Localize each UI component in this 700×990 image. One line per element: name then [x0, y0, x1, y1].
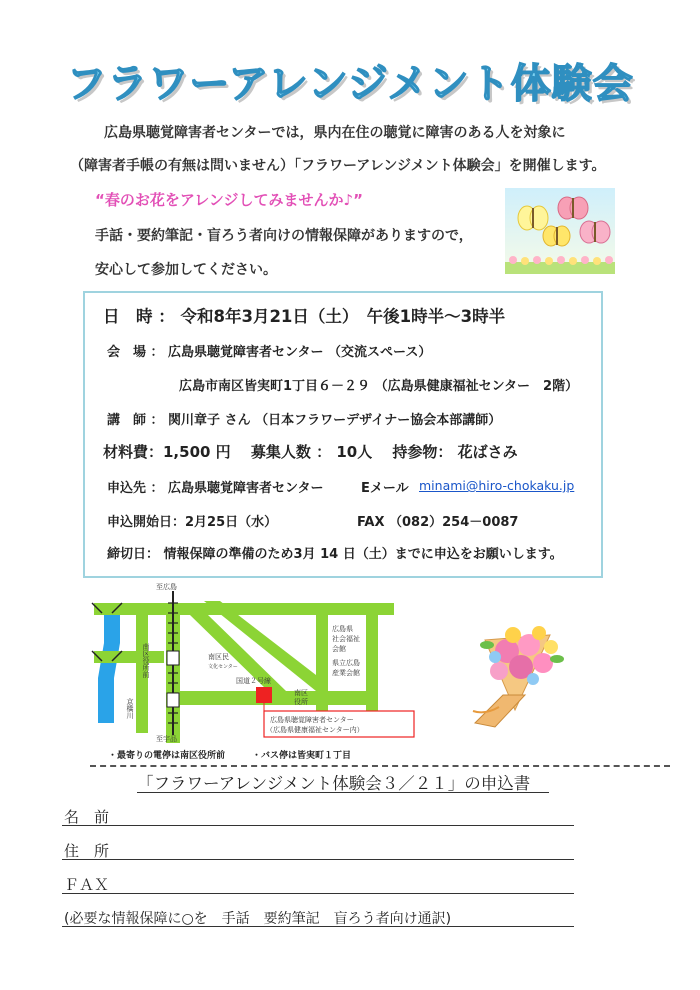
label-welfare-hall-1: 広島県: [332, 625, 353, 633]
intro-line-3: 手話・要約筆記・盲ろう者向けの情報保障がありますので，: [95, 228, 473, 244]
fax-number: FAX （082）254－0087: [357, 515, 519, 530]
form-title: 「フラワーアレンジメント体験会３／２１」の申込書: [137, 774, 531, 793]
form-support-line[interactable]: [62, 926, 574, 927]
butterfly-icon: [543, 226, 570, 246]
intro-line-4: 安心して参加してください。: [95, 262, 277, 278]
butterfly-icon: [518, 206, 548, 230]
deadline: 締切日： 情報保障の準備のため3月 14 日（土）までに申込をお願いします。: [107, 547, 563, 562]
tram-stop-icon: [167, 651, 179, 665]
callout-line-2: （広島県健康福祉センター内）: [266, 726, 364, 734]
intro-line-2: （障害者手帳の有無は問いません）「フラワーアレンジメント体験会」を開催します。: [70, 158, 606, 174]
page-title: フラワーアレンジメント体験会: [66, 61, 634, 107]
event-details-box: [83, 291, 603, 578]
label-industry-hall-1: 県立広島: [332, 659, 360, 667]
email-link[interactable]: minami@hiro-chokaku.jp: [419, 478, 575, 493]
label-route2: 国道２号線: [236, 677, 271, 685]
road-right-vertical: [316, 615, 328, 715]
road-route2: [180, 691, 370, 705]
form-fax-label: ＦＡＸ: [64, 876, 110, 894]
bouquet-illustration: [455, 615, 580, 735]
event-datetime: 日 時 ： 令和8年3月21日（土） 午後1時半～3時半: [103, 307, 506, 326]
label-civic-center-sub: 文化センター: [208, 664, 238, 670]
road-left-mid: [94, 651, 164, 663]
apply-to: 申込先 ： 広島県聴覚障害者センター: [107, 481, 324, 496]
label-industry-hall-2: 産業会館: [332, 669, 360, 677]
form-name-label: 名 前: [64, 808, 110, 826]
event-venue: 会 場 ： 広島県聴覚障害者センター （交流スペース）: [107, 345, 432, 360]
center-marker-icon: [256, 687, 272, 703]
event-fees-capacity: 材料費：1,500 円 募集人数 ： 10人 持参物： 花ばさみ: [103, 443, 518, 461]
apply-start: 申込開始日：2月25日（水）: [107, 515, 278, 530]
form-title-underline: [137, 792, 549, 793]
label-kyobashi-river: 京橋川: [126, 698, 134, 719]
label-welfare-hall-3: 会館: [332, 645, 346, 653]
cut-line: [90, 765, 670, 767]
label-ward-office-1: 南区: [294, 689, 308, 697]
form-name-line[interactable]: [62, 825, 574, 826]
label-welfare-hall-2: 社会福祉: [332, 635, 360, 643]
event-address: 広島市南区皆実町1丁目６－２９ （広島県健康福祉センター 2階）: [179, 379, 579, 394]
form-fax-line[interactable]: [62, 893, 574, 894]
catch-phrase: “春のお花をアレンジしてみませんか♪”: [95, 191, 363, 209]
label-ward-office-2: 役所: [294, 698, 308, 706]
butterfly-icon: [558, 197, 588, 219]
label-to-hiroshima: 至広島: [156, 583, 177, 591]
email-label: Eメール: [361, 481, 409, 496]
form-address-line[interactable]: [62, 859, 574, 860]
form-support-label: (必要な情報保障に○を 手話 要約筆記 盲ろう者向け通訳): [64, 911, 452, 927]
label-minami-ward-office-mae: 南区役所前: [142, 643, 150, 678]
tram-stop-icon: [167, 693, 179, 707]
note-bus-stop: ・バス停は皆実町１丁目: [252, 751, 352, 761]
note-tram-stop: ・最寄りの電停は南区役所前: [108, 751, 226, 761]
access-map: [86, 583, 416, 743]
callout-line-1: 広島県聴覚障害者センター: [270, 716, 354, 724]
form-address-label: 住 所: [64, 842, 110, 860]
label-minami-civic-center: 南区民: [208, 653, 229, 661]
label-to-ujina: 至宇品: [156, 735, 177, 743]
event-lecturer: 講 師 ： 関川章子 さん （日本フラワーデザイナー協会本部講師）: [107, 413, 502, 428]
road-far-right: [366, 615, 378, 715]
intro-line-1: 広島県聴覚障害者センターでは，県内在住の聴覚に障害のある人を対象に: [104, 125, 566, 141]
butterfly-icon: [580, 221, 610, 243]
butterflies-illustration: [505, 188, 615, 274]
